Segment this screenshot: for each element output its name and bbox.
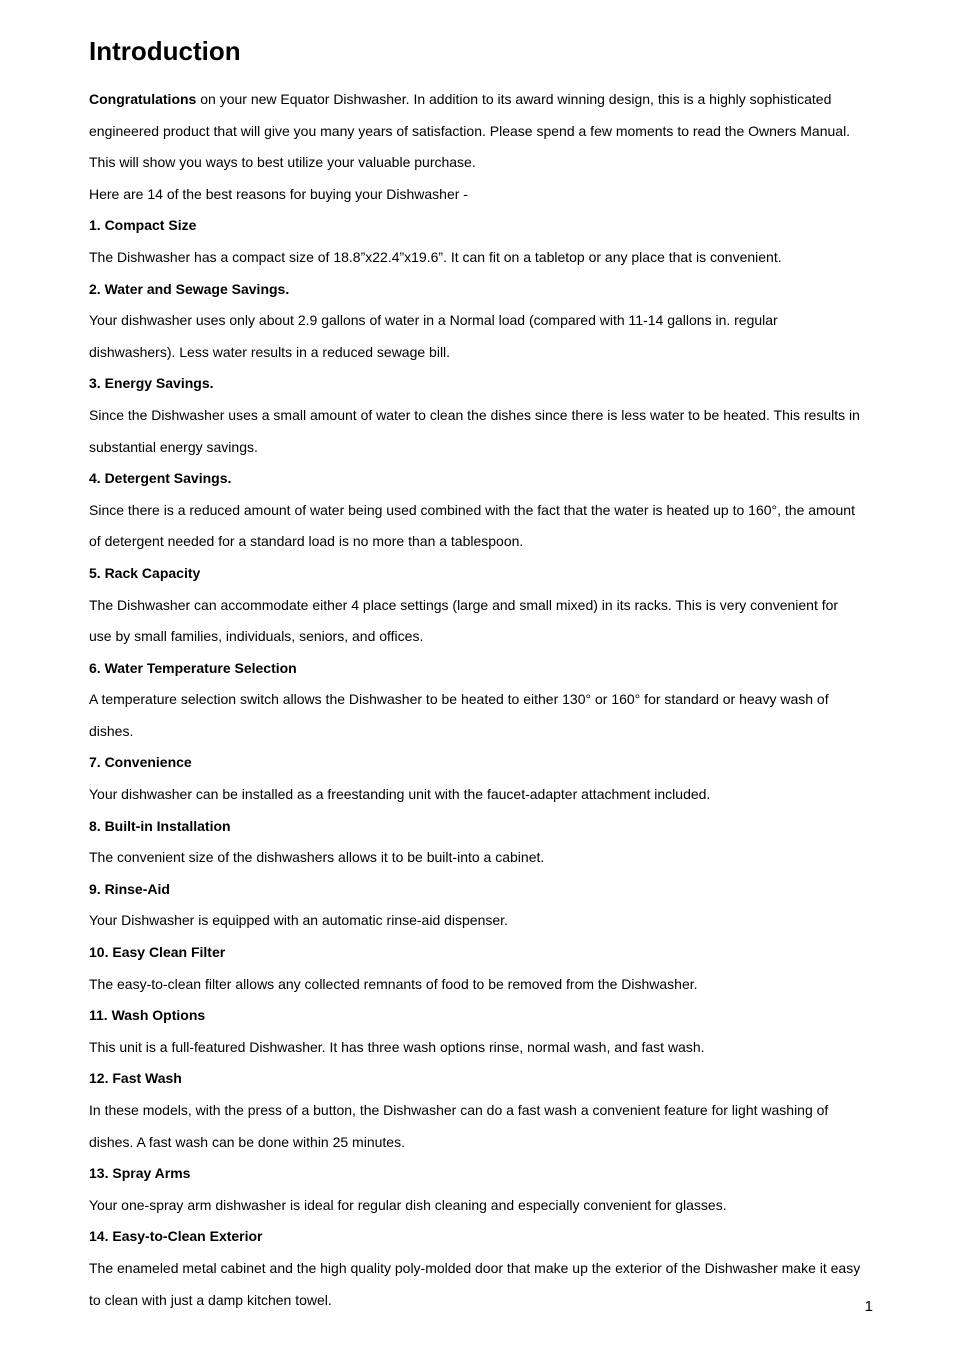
reason-section bbox=[89, 874, 889, 937]
reason-section bbox=[89, 937, 889, 1000]
reason-section bbox=[89, 1063, 889, 1158]
reason-body-line: to clean with just a damp kitchen towel. bbox=[89, 1291, 332, 1308]
reason-body-line: The convenient size of the dishwashers allows it to be built-into a cabinet. bbox=[89, 849, 545, 866]
reason-heading: 6. Water Temperature Selection bbox=[89, 659, 297, 676]
reason-body-line: The Dishwasher can accommodate either 4 place settings (large and small mixed) in its racks. This is very convenient for bbox=[89, 596, 839, 613]
reasons-list bbox=[89, 210, 889, 1316]
intro-line-text: on your new Equator Dishwasher. In addition to its award winning design, this is a highly sophisticated bbox=[196, 91, 832, 107]
intro-line bbox=[89, 84, 889, 116]
reason-body-line: dishwashers). Less water results in a reduced sewage bill. bbox=[89, 343, 451, 360]
reason-heading: 13. Spray Arms bbox=[89, 1165, 191, 1182]
reason-heading: 14. Easy-to-Clean Exterior bbox=[89, 1228, 263, 1245]
page-number: 1 bbox=[864, 1298, 873, 1315]
reason-body-line: A temperature selection switch allows the Dishwasher to be heated to either 130° or 160° for standard or heavy wash of bbox=[89, 691, 829, 708]
reason-heading: 10. Easy Clean Filter bbox=[89, 944, 226, 961]
reason-section bbox=[89, 1221, 889, 1316]
reason-body-line: substantial energy savings. bbox=[89, 438, 258, 455]
reason-heading: 2. Water and Sewage Savings. bbox=[89, 280, 290, 297]
reason-section bbox=[89, 463, 889, 558]
reason-heading: 12. Fast Wash bbox=[89, 1070, 182, 1087]
reason-body-line: Your dishwasher can be installed as a freestanding unit with the faucet-adapter attachment included. bbox=[89, 786, 711, 803]
reason-section bbox=[89, 274, 889, 369]
intro-lead: Congratulations bbox=[89, 91, 197, 107]
reason-body-line: of detergent needed for a standard load is no more than a tablespoon. bbox=[89, 533, 524, 550]
reason-body-line: Since there is a reduced amount of water being used combined with the fact that the water is heated up to 160°, the amount bbox=[89, 501, 855, 518]
reason-section bbox=[89, 1158, 889, 1221]
reason-section bbox=[89, 747, 889, 810]
reason-heading: 3. Energy Savings. bbox=[89, 375, 214, 392]
page-title: Introduction bbox=[89, 36, 241, 66]
reason-heading: 1. Compact Size bbox=[89, 217, 197, 234]
reason-body-line: Since the Dishwasher uses a small amount of water to clean the dishes since there is less water to be heated. This results in bbox=[89, 406, 860, 423]
reason-heading: 8. Built-in Installation bbox=[89, 817, 231, 834]
intro-line: This will show you ways to best utilize your valuable purchase. bbox=[89, 154, 476, 171]
reason-heading: 11. Wash Options bbox=[89, 1007, 206, 1024]
reason-body-line: Your Dishwasher is equipped with an automatic rinse-aid dispenser. bbox=[89, 912, 508, 929]
intro-line: Here are 14 of the best reasons for buying your Dishwasher - bbox=[89, 185, 468, 202]
reason-section bbox=[89, 558, 889, 653]
reason-body-line: In these models, with the press of a button, the Dishwasher can do a fast wash a convenient feature for light washing of bbox=[89, 1102, 829, 1118]
reason-section bbox=[89, 368, 889, 463]
reason-heading: 5. Rack Capacity bbox=[89, 564, 201, 581]
reason-heading: 7. Convenience bbox=[89, 754, 192, 771]
intro-line: engineered product that will give you many years of satisfaction. Please spend a few moments to read the Owners Manual. bbox=[89, 122, 851, 139]
reason-heading: 4. Detergent Savings. bbox=[89, 470, 232, 487]
reason-body-line: This unit is a full-featured Dishwasher. It has three wash options rinse, normal wash, and fast wash. bbox=[89, 1038, 705, 1055]
reason-section bbox=[89, 210, 889, 273]
reason-body-line: Your dishwasher uses only about 2.9 gallons of water in a Normal load (compared with 11-14 gallons in. regular bbox=[89, 312, 778, 329]
reason-section bbox=[89, 811, 889, 874]
reason-body-line: use by small families, individuals, seniors, and offices. bbox=[89, 628, 424, 645]
reason-body-line: The enameled metal cabinet and the high quality poly-molded door that make up the exterior of the Dishwasher make it easy bbox=[89, 1259, 861, 1276]
reason-section bbox=[89, 653, 889, 748]
reason-body-line: dishes. A fast wash can be done within 25 minutes. bbox=[89, 1133, 405, 1150]
reason-section bbox=[89, 1000, 889, 1063]
reason-body-line: The easy-to-clean filter allows any collected remnants of food to be removed from the Dishwasher. bbox=[89, 975, 698, 992]
document-page bbox=[89, 30, 889, 1316]
reason-body-line: Your one-spray arm dishwasher is ideal for regular dish cleaning and especially convenient for glasses. bbox=[89, 1196, 727, 1213]
reason-heading: 9. Rinse-Aid bbox=[89, 880, 170, 897]
reason-body-line: The Dishwasher has a compact size of 18.8”x22.4”x19.6”. It can fit on a tabletop or any place that is convenient. bbox=[89, 248, 782, 265]
intro-paragraph bbox=[89, 84, 889, 210]
reason-body-line: dishes. bbox=[89, 722, 134, 739]
